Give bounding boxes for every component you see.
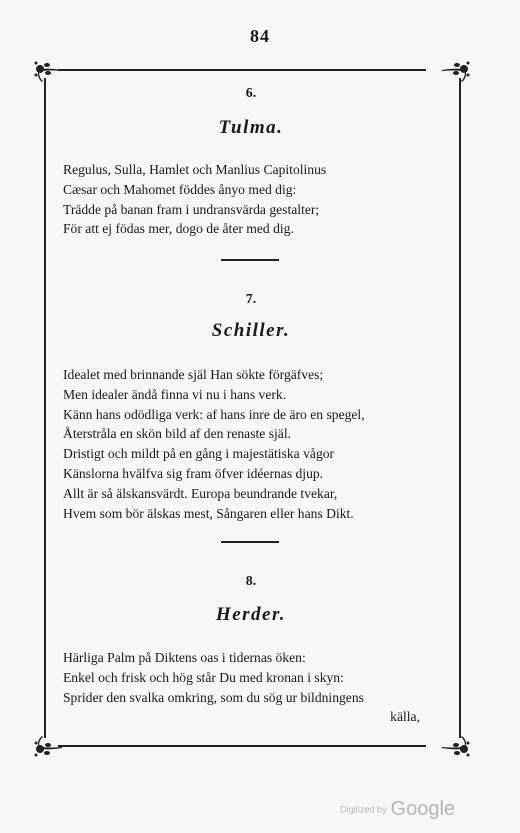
poem-line: Sprider den svalka omkring, som du sög ur bildningens — [63, 689, 364, 705]
section-divider — [221, 259, 279, 261]
corner-ornament-icon — [440, 734, 472, 760]
digitized-watermark — [340, 798, 455, 821]
poem-number: 7. — [245, 292, 257, 307]
section-divider — [221, 541, 279, 543]
frame-top-rule — [58, 69, 426, 71]
poem-line: Idealet med brinnande själ Han sökte förgäfves; — [63, 367, 324, 382]
poem-line: Känn hans odödliga verk: af hans inre de äro en spegel, — [63, 406, 365, 422]
poem-body — [63, 160, 448, 239]
google-logo: Google — [390, 798, 456, 820]
poem-line: Dristigt och mildt på en gång i majestätiska vågor — [63, 446, 335, 462]
poem-title: Schiller. — [211, 320, 291, 341]
poem-line: Men idealer ändå finna vi nu i hans verk. — [63, 386, 287, 402]
poem-line: Regulus, Sulla, Hamlet och Manlius Capitolinus — [63, 162, 327, 177]
poem-line: Härliga Palm på Diktens oas i tidernas öken: — [63, 650, 306, 665]
poem-line: Enkel och frisk och hög står Du med kronan i skyn: — [63, 669, 344, 685]
page-number: 84 — [250, 26, 270, 46]
poem-number: 8. — [245, 574, 257, 589]
poem-title: Herder. — [215, 604, 287, 625]
poem-line: Känslorna hvälfva sig fram öfver idéernas djup. — [63, 465, 324, 481]
poem-line: källa, — [390, 709, 420, 725]
frame-bottom-rule — [58, 745, 426, 747]
frame-left-rule — [44, 78, 46, 738]
poem-body — [63, 365, 448, 523]
frame-right-rule — [459, 78, 461, 738]
poem-line: För att ej födas mer, dogo de åter med dig. — [63, 221, 294, 237]
poem-line: Hvem som bör älskas mest, Sångaren eller hans Dikt. — [63, 505, 354, 521]
poem-line: Allt är så älskansvärdt. Europa beundrande tvekar, — [63, 485, 338, 501]
corner-ornament-icon — [440, 58, 472, 84]
corner-ornament-icon — [32, 58, 64, 84]
watermark-prefix: Digitized by — [340, 804, 387, 815]
poem-body — [63, 648, 448, 727]
poem-line: Återstråla en skön bild af den renaste själ. — [63, 426, 291, 442]
corner-ornament-icon — [32, 734, 64, 760]
poem-number: 6. — [245, 86, 257, 101]
poem-line: Trädde på banan fram i undransvärda gestalter; — [63, 201, 320, 217]
poem-line: Cæsar och Mahomet föddes ånyo med dig: — [63, 181, 297, 197]
poem-title: Tulma. — [218, 117, 284, 138]
